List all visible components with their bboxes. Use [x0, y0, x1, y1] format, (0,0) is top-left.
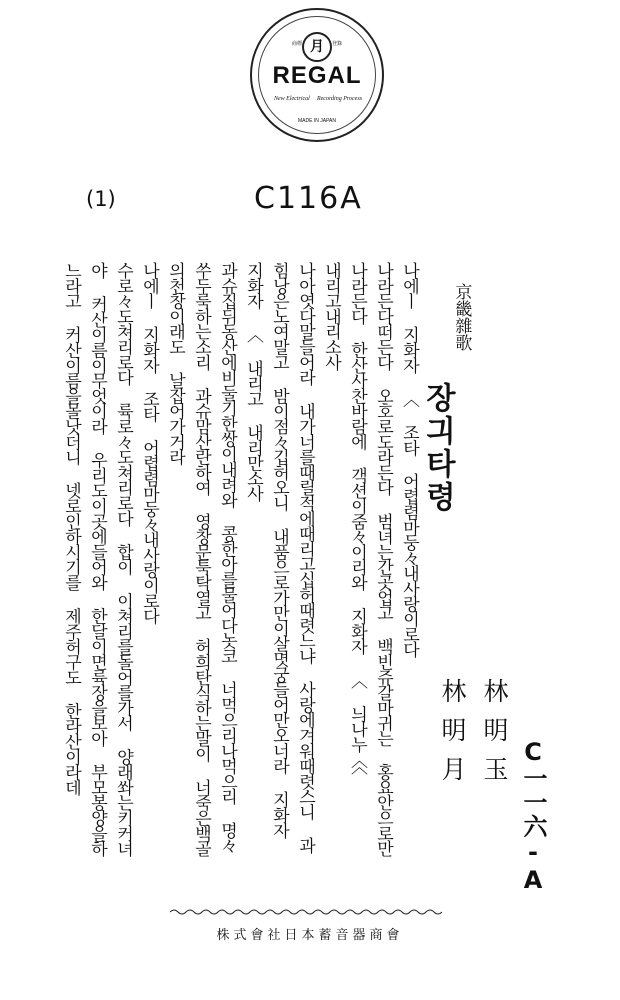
lyric-line: 수로々도쳐리로다 륙로々도쳐리로다 합이 이쳐리를돌어를가서 양래쏴는키커녀 — [113, 262, 133, 856]
logo-subtitle-left: New Electrical — [274, 96, 310, 102]
lyric-line: 나에ㅣ 지화자 조타 어렵렴마둥々내사랑이로다 — [139, 262, 159, 623]
company-name: 株式會社日本蓄音器商會 — [216, 928, 404, 943]
lyric-line: 쑤두룩하는소리 과슈맘산란하여 영창문툭탁열고 허희탄식하는말이 너죽은백골 — [191, 262, 211, 856]
singer-name: 林明玉 — [480, 678, 509, 795]
catalog-number: C一一六-A — [519, 738, 547, 894]
brand-wordmark: REGAL — [272, 62, 362, 89]
side-number: (1) — [86, 187, 116, 211]
emblem-icon: 月 — [302, 32, 332, 62]
lyric-line: 야 커산이름이무엇이라 우리도이곳에들어와 한달이면륙장을보아 부모봉양을하 — [87, 262, 107, 856]
emblem-label-left: 商標 — [292, 41, 303, 47]
singer-name: 林明月 — [438, 678, 467, 795]
lyric-line: 나에ㅣ 지화자 〈 조타 어렵렴마둥々내사랑이로다 — [399, 262, 419, 657]
made-in-label: MADE IN JAPAN — [298, 118, 336, 124]
song-title: 장긔타령 — [420, 382, 455, 514]
lyric-line: 나라든다 한산사찬바람에 객션이줌々이리와 지화자 〈 늬나누〈〈 — [347, 262, 367, 774]
logo-subtitle-right: Recording Process — [316, 96, 362, 102]
lyric-line: 힘낭은노여말고 밤이점々깁허오니 내품으로가만이살몃궁들어만오너라 지화자 — [269, 262, 289, 838]
lyric-line: 의천창이래도 날잡어가거라 — [165, 262, 185, 464]
lyric-line: 느라고 커산이름을몰낫더니 넷로인하시기를 제주허구도 한라산이라데 — [61, 262, 81, 795]
lyric-line: 과슈집뒤동산에비둘기한쌍이내려와 콩한아를물어다놋코 너먹으리나먹으리 명々 — [217, 262, 237, 853]
lyric-line: 내리고내리소사 — [321, 262, 341, 370]
footer-wave-rule — [170, 908, 442, 916]
emblem-label-right: 登錄 — [331, 41, 342, 47]
genre-label: 京畿雜歌 — [451, 283, 472, 351]
record-number: C116A — [254, 181, 363, 216]
lyric-line: 나아엿다말들어라 내가너를때릴적에때리고십허때렷느냐 사랑에겨워때렷스니 과 — [295, 262, 315, 853]
regal-logo — [250, 8, 384, 142]
lyric-line: 지화자 〈 내리고 내리만소사 — [243, 262, 263, 501]
lyric-line: 나라든다떠든다 오호로도라든다 범녀는간곳업고 백빈쥬갈마귀는 홍요안으로만 — [373, 262, 393, 856]
